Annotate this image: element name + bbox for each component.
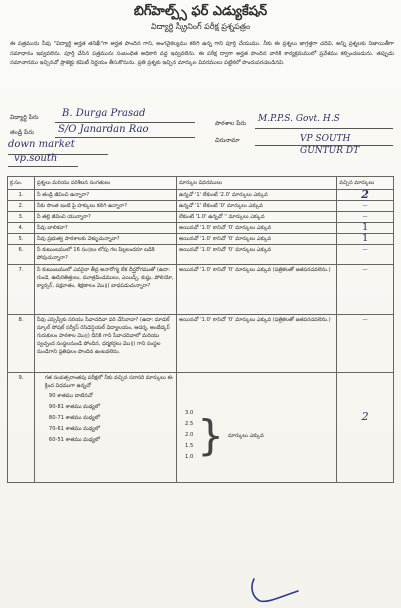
row9-intro: గత సంవత్సరాంతపు పరీక్షలో నీకు వచ్చిన సరాసరి మార్కులు ఈ క్రింద విధముగా ఉన్నచో bbox=[44, 375, 173, 389]
page-subtitle: విద్యార్థి స్క్రీనింగ్ పరీక్ష ప్రశ్నపత్రం bbox=[150, 22, 251, 31]
header-got: వచ్చిన మార్కులు bbox=[337, 177, 394, 190]
page-title: బిగ్‌హెల్ప్స్ ఫర్ ఎడ్యుకేషన్ bbox=[133, 4, 268, 19]
band-item: 60-51 శాతము మధ్యలో bbox=[48, 437, 101, 443]
row-got: 2 bbox=[337, 190, 394, 201]
row-got: 1 bbox=[337, 234, 394, 245]
band-item: 70-61 శాతము మధ్యలో bbox=[48, 426, 101, 432]
district-value: GUNTUR DT bbox=[300, 146, 360, 156]
address2-underline bbox=[8, 166, 78, 167]
row-got: — bbox=[337, 315, 394, 373]
header-num: క్ర.సం. bbox=[8, 177, 35, 190]
band-item: 90-81 శాతము మధ్యలో bbox=[48, 404, 101, 410]
row-num: 1. bbox=[8, 190, 35, 201]
row-num: 5. bbox=[8, 234, 35, 245]
row-score: అయినచో '1.0' కానిచో '0' మార్కులు ఎక్కువ (పత్రికలతో జతపరచవలెను.) bbox=[177, 315, 337, 373]
score-value: 1.0 bbox=[185, 454, 194, 460]
row-num: 7. bbox=[8, 265, 35, 315]
table-row bbox=[8, 190, 394, 201]
row9-score-cell bbox=[177, 373, 337, 483]
row-num: 3. bbox=[8, 212, 35, 223]
row-question bbox=[34, 373, 176, 483]
row-num: 8. bbox=[8, 315, 35, 373]
school-label: పాఠశాల పేరు bbox=[215, 120, 247, 127]
name-value: B. Durga Prasad bbox=[62, 108, 146, 119]
band-item: 90 శాతము దాటినచో bbox=[48, 393, 93, 399]
row-score: లేకుంటే '1.0' ఉన్నచో '' మార్కులు ఎక్కువ bbox=[177, 212, 337, 223]
table-row bbox=[8, 265, 394, 315]
header-score: మార్కుల వివరములు bbox=[177, 177, 337, 190]
row-num: 6. bbox=[8, 245, 35, 265]
row-num: 2. bbox=[8, 201, 35, 212]
table-row bbox=[8, 234, 394, 245]
row-score: అయినచో '1.0' కానిచో '0' మార్కులు ఎక్కువ bbox=[177, 234, 337, 245]
row-score: ఉన్నచో '1' లేకుంటే '2.0' మార్కులు ఎక్కువ bbox=[177, 190, 337, 201]
row-score: అయినచో '1.0' కానిచో '0' మార్కులు ఎక్కువ bbox=[177, 245, 337, 265]
school-underline bbox=[255, 128, 393, 129]
row-num: 4. bbox=[8, 223, 35, 234]
table-row bbox=[8, 201, 394, 212]
header-question: ప్రశ్నలు మరియు పరిశీలన సంగతులు bbox=[34, 177, 176, 190]
address-value: down market bbox=[8, 139, 75, 150]
signature-mark bbox=[240, 575, 310, 605]
table-row bbox=[8, 245, 394, 265]
row-got: — bbox=[337, 212, 394, 223]
row-question: నీవు ఎస్సెస్సీకు సరియు సేవాచదివా పరి చేసినావా? (ఉదా: మాడల్ స్కూల్ సోషల్ సర్వీస్ రెసిడెన్షియల్ విద్యాలయం, ఆదర్శ, అంబేద్కర్ గురుకులం పాఠశాల మొ॥) దీనికి గాని సేవాచదివాలో మరియు స్వచ్ఛంద సంస్థలనుండి పోందిన, ధర్మకర్తలు మొ॥) గాని సంస్థల నుండిగాని ప్రతిఫలం పొందిన ఉంటవలెను. bbox=[34, 315, 176, 373]
row-question: నీ తండ్రి జీవించి ఉన్నారా? bbox=[34, 190, 176, 201]
brace-icon: } bbox=[197, 410, 225, 460]
row-question: నీ కుటుంబములో 16 సం॥లు లోపు గల పిల్లలందరూ బడికి పోవుచున్నారా? bbox=[34, 245, 176, 265]
row-got: 2 bbox=[337, 373, 394, 483]
table-header-row bbox=[8, 177, 394, 190]
screening-table bbox=[7, 176, 394, 483]
band-item: 80-71 శాతము మధ్యలో bbox=[48, 415, 101, 421]
score-value: 3.0 bbox=[185, 410, 194, 416]
row-score: ఉన్నచో '1' లేకుంటే '0' మార్కులు ఎక్కువ bbox=[177, 201, 337, 212]
table-row bbox=[8, 223, 394, 234]
row-score: అయినచో '1.0' కానిచో '0' మార్కులు ఎక్కువ (పత్రికలతో జతపరచవలెను.) bbox=[177, 265, 337, 315]
intro-paragraph: ఈ పత్రమును నీవు "విద్యార్థి అర్హత తనిఖీ"గా అర్హత పొందిన గాని, అంగవైకల్యము కలిగి ఉన్న గాని పూర్తి చేయుము. నీకు ఈ ప్రశ్నలు జాగ్రత్తగా చదివి, అన్ని ప్రశ్నలకు నిజాయితీగా సమాధానం ఇవ్వవలెను. పూర్తి చేసిన పత్రమును సంబంధిత అధికారి వద్ద ఇవ్వవలెను. ఈ పరీక్ష ద్వారా అర్హత పొందిన వారికి కార్యక్రమములో ప్రవేశము కల్పించబడును. తప్పుడు సమాచారము ఇచ్చినచో ప్రాజెక్టు కమిటీ నిర్ణయం తీసుకొనును. ప్రతి ప్రశ్నకు ఇచ్చిన మార్కుల వివరములు పట్టికలో పొందుపరచబడినవి. bbox=[10, 41, 394, 67]
table-row bbox=[8, 212, 394, 223]
row-got: — bbox=[337, 201, 394, 212]
school-value: M.P.P.S. Govt. H.S bbox=[258, 114, 340, 124]
address-right-value: VP SOUTH bbox=[300, 134, 351, 144]
name-label: విద్యార్థి పేరు bbox=[10, 114, 39, 121]
father-label: తండ్రి పేరు bbox=[10, 129, 34, 136]
score-value: 2.0 bbox=[185, 432, 194, 438]
father-underline bbox=[55, 137, 195, 138]
row-got: — bbox=[337, 245, 394, 265]
score-value: 2.5 bbox=[185, 421, 194, 427]
score-value: 1.5 bbox=[185, 443, 194, 449]
row-num: 9. bbox=[8, 373, 35, 483]
row-got: — bbox=[337, 265, 394, 315]
address-label: చిరునామా bbox=[215, 137, 240, 144]
address2-value: vp.south bbox=[14, 153, 58, 164]
row-score: అయినచో '1.0' కానిచో '0' మార్కులు ఎక్కువ bbox=[177, 223, 337, 234]
table-row bbox=[8, 315, 394, 373]
father-value: S/O Janardan Rao bbox=[58, 124, 149, 135]
row-question: నీ తల్లి జీవించి యున్నారా? bbox=[34, 212, 176, 223]
row-got: 1 bbox=[337, 223, 394, 234]
row-question: నీవు ప్రభుత్వ పాఠశాలకు వెళ్ళుచున్నావా? bbox=[34, 234, 176, 245]
name-underline bbox=[55, 122, 195, 123]
table-row bbox=[8, 373, 394, 483]
row-question: నీవు బాలికవా? bbox=[34, 223, 176, 234]
row-question: నీకు సొంత ఇంటి పై హక్కులు కలిగి ఉన్నారా? bbox=[34, 201, 176, 212]
row-question: నీ కుటుంబములో ఎవరైనా తీవ్ర అనారోగ్య లేక దీర్ఘరోగముతో (ఉదా: గుండె, ఊపిరితిత్తులు, మూత్రపిండములు, ఎయిడ్స్, కుష్ఠు, పోలియో, క్యాన్సర్, పక్షవాతం, శిక్షణాలం మొ॥) బాధపడుచున్నారా? bbox=[34, 265, 176, 315]
score-label: మార్కులు ఎక్కువ bbox=[228, 432, 264, 439]
